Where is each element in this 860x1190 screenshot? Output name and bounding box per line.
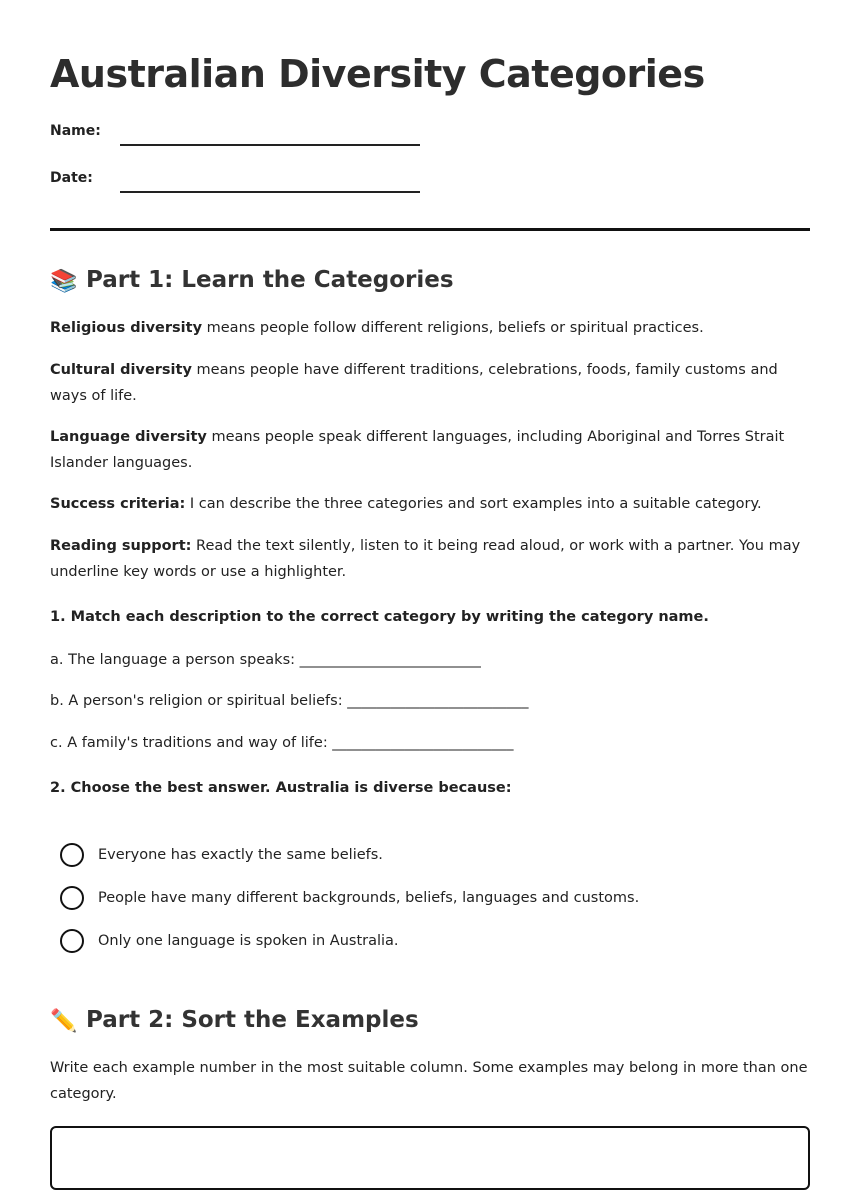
part2-instructions: Write each example number in the most suitable column. Some examples may belong in more than one category. — [50, 1060, 808, 1102]
q1-item-c[interactable]: c. A family's traditions and way of life: _________________________ — [50, 735, 514, 751]
q2-option-1-label: Everyone has exactly the same beliefs. — [98, 847, 383, 863]
religious-term: Religious diversity — [50, 320, 203, 336]
q2-option-2-label: People have many different backgrounds, beliefs, languages and customs. — [98, 890, 640, 906]
q1-item-a[interactable]: a. The language a person speaks: _________________________ — [50, 652, 481, 668]
radio-button[interactable] — [60, 843, 84, 867]
q2-option-3-label: Only one language is spoken in Australia. — [98, 933, 399, 949]
language-term: Language diversity — [50, 429, 207, 445]
books-icon: 📚 — [50, 269, 78, 294]
q2-option-1[interactable] — [60, 843, 760, 869]
date-field[interactable] — [120, 191, 420, 193]
part2-heading-text: Part 2: Sort the Examples — [86, 1007, 419, 1033]
sorting-table — [50, 1126, 810, 1190]
part1-heading — [50, 266, 454, 296]
name-label: Name: — [50, 123, 101, 139]
part2-heading — [50, 1006, 419, 1036]
question-2: 2. Choose the best answer. Australia is diverse because: — [50, 780, 512, 796]
date-field-row — [50, 169, 430, 199]
pencil-icon: ✏️ — [50, 1009, 78, 1034]
radio-button[interactable] — [60, 886, 84, 910]
religious-definition — [50, 315, 810, 341]
language-definition — [50, 424, 810, 476]
divider — [50, 228, 810, 231]
q2-option-2[interactable] — [60, 886, 760, 912]
cultural-definition — [50, 357, 810, 409]
support-text: Read the text silently, listen to it being read aloud, or work with a partner. You may underline key words or use a highlighter. — [50, 538, 801, 580]
support-term: Reading support: — [50, 538, 192, 554]
name-field[interactable] — [120, 144, 420, 146]
success-text: I can describe the three categories and sort examples into a suitable category. — [185, 496, 762, 512]
question-1: 1. Match each description to the correct category by writing the category name. — [50, 609, 709, 625]
page-title: Australian Diversity Categories — [50, 52, 705, 96]
reading-support — [50, 533, 810, 585]
religious-text: means people follow different religions, beliefs or spiritual practices. — [202, 320, 704, 336]
q2-option-3[interactable] — [60, 929, 760, 955]
date-label: Date: — [50, 170, 93, 186]
success-term: Success criteria: — [50, 496, 186, 512]
q1-item-b[interactable]: b. A person's religion or spiritual beliefs: _________________________ — [50, 693, 529, 709]
cultural-term: Cultural diversity — [50, 362, 192, 378]
name-field-row — [50, 122, 430, 152]
cultural-text: means people have different traditions, celebrations, foods, family customs and ways of life. — [50, 362, 778, 404]
success-criteria — [50, 491, 810, 517]
radio-button[interactable] — [60, 929, 84, 953]
part1-heading-text: Part 1: Learn the Categories — [86, 267, 454, 293]
language-text: means people speak different languages, including Aboriginal and Torres Strait Islander languages. — [50, 429, 785, 471]
